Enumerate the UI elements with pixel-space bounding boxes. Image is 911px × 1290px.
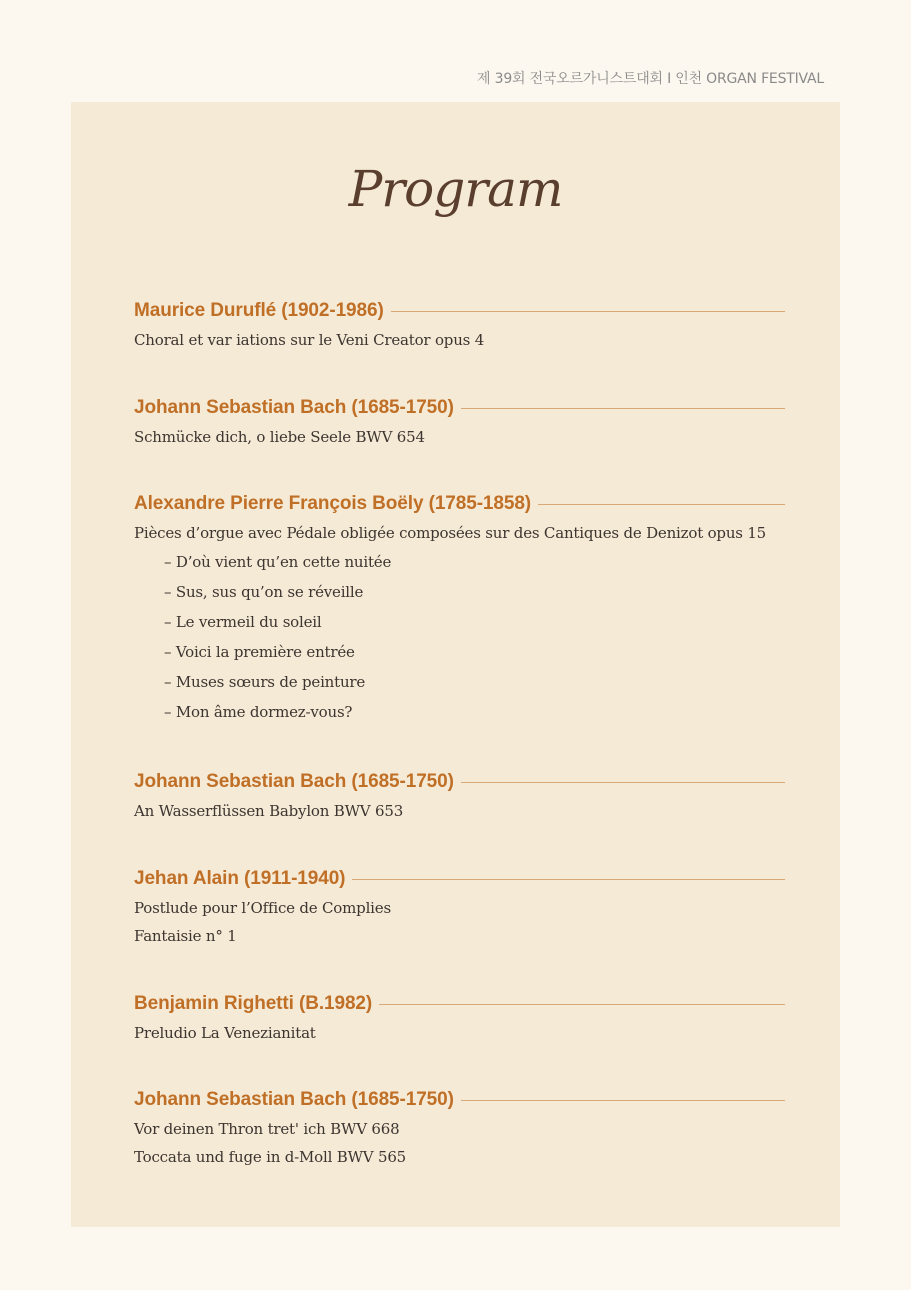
composer-name: Jehan Alain (1911-1940) (134, 868, 346, 889)
composer-name: Alexandre Pierre François Boëly (1785-1858) (134, 493, 532, 514)
composer-name: Maurice Duruflé (1902-1986) (134, 300, 384, 321)
divider-line (379, 1004, 785, 1005)
works-list (134, 797, 785, 825)
movement-title: – Voici la première entrée (164, 643, 355, 661)
divider-line (461, 1100, 785, 1101)
movement-title: – Le vermeil du soleil (164, 613, 322, 631)
program-entry (134, 770, 785, 825)
program-title: Program (348, 160, 563, 218)
works-list (134, 519, 785, 727)
work-title: Pièces d’orgue avec Pédale obligée composées sur des Cantiques de Denizot opus 15 (134, 524, 767, 542)
works-list (134, 326, 785, 354)
program-entry (134, 1088, 785, 1171)
program-entry (134, 299, 785, 354)
divider-line (391, 311, 785, 312)
movement-title: – D’où vient qu’en cette nuitée (164, 553, 392, 571)
work-title: Choral et var iations sur le Veni Creator opus 4 (134, 331, 485, 349)
composer-row (134, 299, 785, 323)
composer-row (134, 992, 785, 1016)
divider-line (461, 782, 785, 783)
festival-header-note: 제 39회 전국오르가니스트대회 I 인천 ORGAN FESTIVAL (477, 71, 824, 87)
program-entry (134, 492, 785, 727)
composer-name: Johann Sebastian Bach (1685-1750) (134, 771, 454, 792)
composer-row (134, 770, 785, 794)
work-title: Postlude pour l’Office de Complies (134, 899, 391, 917)
composer-name: Johann Sebastian Bach (1685-1750) (134, 397, 454, 418)
composer-row (134, 1088, 785, 1112)
work-title: An Wasserflüssen Babylon BWV 653 (134, 802, 404, 820)
composer-row (134, 396, 785, 420)
work-title: Schmücke dich, o liebe Seele BWV 654 (134, 428, 425, 446)
works-list (134, 1019, 785, 1047)
movement-title: – Muses sœurs de peinture (164, 673, 366, 691)
movement-title: – Mon âme dormez-vous? (164, 703, 353, 721)
work-title: Vor deinen Thron tret' ich BWV 668 (134, 1120, 400, 1138)
program-entry (134, 396, 785, 451)
divider-line (461, 408, 785, 409)
program-entry (134, 867, 785, 950)
composer-name: Benjamin Righetti (B.1982) (134, 993, 373, 1014)
work-title: Fantaisie n° 1 (134, 927, 237, 945)
works-list (134, 1115, 785, 1171)
work-title: Preludio La Venezianitat (134, 1024, 316, 1042)
work-title: Toccata und fuge in d-Moll BWV 565 (134, 1148, 407, 1166)
program-panel (71, 102, 840, 1227)
divider-line (538, 504, 785, 505)
movement-title: – Sus, sus qu’on se réveille (164, 583, 364, 601)
composer-name: Johann Sebastian Bach (1685-1750) (134, 1089, 454, 1110)
divider-line (352, 879, 785, 880)
works-list (134, 423, 785, 451)
program-entry (134, 992, 785, 1047)
composer-row (134, 492, 785, 516)
composer-row (134, 867, 785, 891)
works-list (134, 894, 785, 950)
